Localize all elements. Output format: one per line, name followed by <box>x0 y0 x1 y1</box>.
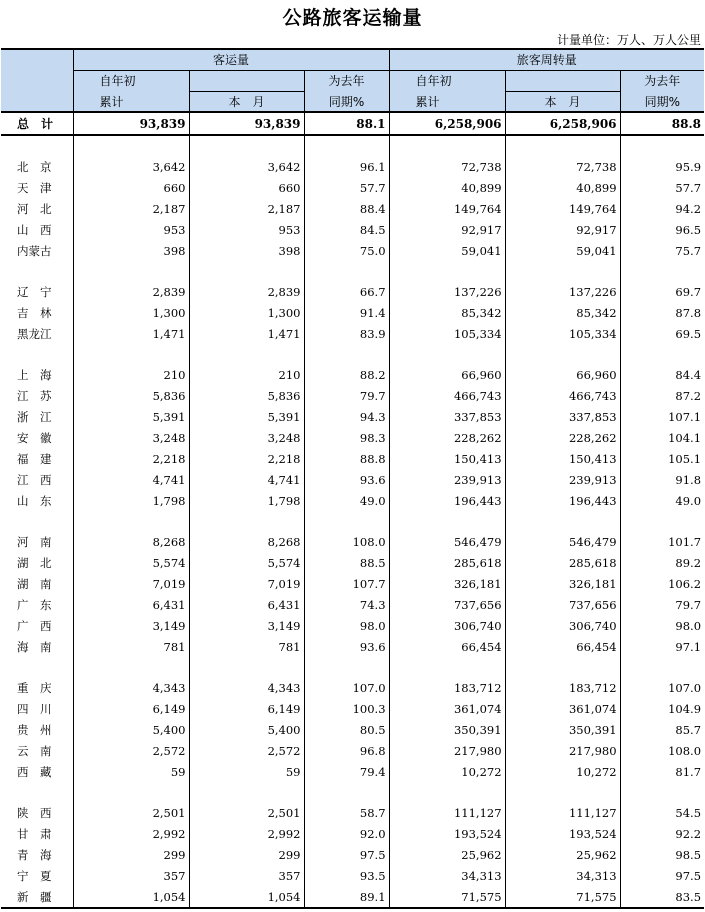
value-cell: 98.3 <box>304 427 389 448</box>
value-cell: 40,899 <box>505 177 620 198</box>
value-cell: 546,479 <box>389 531 505 552</box>
value-cell: 8,268 <box>189 531 304 552</box>
yoy-subheader: 同期% <box>304 91 389 112</box>
value-cell: 94.3 <box>304 406 389 427</box>
table-row <box>1 844 704 865</box>
value-cell: 66.7 <box>304 281 389 302</box>
value-cell: 91.4 <box>304 302 389 323</box>
value-cell: 59 <box>73 761 189 782</box>
value-cell: 466,743 <box>505 385 620 406</box>
value-cell: 6,258,906 <box>505 112 620 135</box>
region-name: 安 徽 <box>1 427 73 448</box>
value-cell: 466,743 <box>389 385 505 406</box>
table-row <box>1 385 704 406</box>
value-cell: 306,740 <box>505 615 620 636</box>
value-cell: 6,258,906 <box>389 112 505 135</box>
table-row <box>1 886 704 908</box>
value-cell: 781 <box>73 636 189 657</box>
value-cell: 98.0 <box>675 618 702 633</box>
value-cell: 306,740 <box>389 615 505 636</box>
value-cell: 98.5 <box>675 847 702 862</box>
value-cell: 75.0 <box>304 240 389 261</box>
region-name: 广 东 <box>1 594 73 615</box>
region-name: 吉 林 <box>1 302 73 323</box>
value-cell: 8,268 <box>73 531 189 552</box>
value-cell: 2,501 <box>189 802 304 823</box>
value-cell: 66,960 <box>389 364 505 385</box>
value-cell: 361,074 <box>505 698 620 719</box>
value-cell: 79.7 <box>304 385 389 406</box>
table-row <box>1 198 704 219</box>
region-name: 河 北 <box>1 198 73 219</box>
value-cell: 3,642 <box>73 156 189 177</box>
value-cell: 111,127 <box>389 802 505 823</box>
value-cell: 95.9 <box>675 159 702 174</box>
value-cell: 84.5 <box>304 219 389 240</box>
value-cell: 88.8 <box>620 112 704 135</box>
table-row <box>1 740 704 761</box>
value-cell: 149,764 <box>505 198 620 219</box>
value-cell: 105,334 <box>505 323 620 344</box>
value-cell: 357 <box>189 865 304 886</box>
table-row <box>1 865 704 886</box>
passenger-turnover-header: 旅客周转量 <box>389 49 704 70</box>
table-row <box>1 552 704 573</box>
value-cell: 5,391 <box>189 406 304 427</box>
region-header-cell <box>1 49 73 112</box>
value-cell: 87.8 <box>675 305 702 320</box>
value-cell: 3,149 <box>189 615 304 636</box>
month-header-spacer <box>505 70 620 91</box>
month-header: 本 月 <box>505 91 620 112</box>
region-name: 宁 夏 <box>1 865 73 886</box>
table-row <box>1 427 704 448</box>
value-cell: 2,218 <box>73 448 189 469</box>
value-cell: 285,618 <box>389 552 505 573</box>
region-name: 海 南 <box>1 636 73 657</box>
value-cell: 72,738 <box>389 156 505 177</box>
region-name: 辽 宁 <box>1 281 73 302</box>
value-cell: 80.5 <box>304 719 389 740</box>
value-cell: 737,656 <box>389 594 505 615</box>
page-title: 公路旅客运输量 <box>282 7 423 29</box>
value-cell: 88.1 <box>304 112 389 135</box>
cumulative-header: 自年初 <box>73 70 189 91</box>
value-cell: 210 <box>73 364 189 385</box>
region-name: 西 藏 <box>1 761 73 782</box>
value-cell: 72,738 <box>505 156 620 177</box>
value-cell: 361,074 <box>389 698 505 719</box>
value-cell: 75.7 <box>675 243 702 258</box>
value-cell: 137,226 <box>389 281 505 302</box>
value-cell: 71,575 <box>389 886 505 908</box>
value-cell: 96.1 <box>304 156 389 177</box>
value-cell: 228,262 <box>389 427 505 448</box>
value-cell: 137,226 <box>505 281 620 302</box>
value-cell: 2,218 <box>189 448 304 469</box>
region-name: 山 西 <box>1 219 73 240</box>
value-cell: 398 <box>73 240 189 261</box>
value-cell: 4,741 <box>73 469 189 490</box>
value-cell: 4,343 <box>73 677 189 698</box>
value-cell: 4,741 <box>189 469 304 490</box>
value-cell: 7,019 <box>189 573 304 594</box>
value-cell: 183,712 <box>505 677 620 698</box>
region-name: 陕 西 <box>1 802 73 823</box>
value-cell: 97.5 <box>304 844 389 865</box>
value-cell: 107.0 <box>668 680 702 695</box>
value-cell: 299 <box>189 844 304 865</box>
value-cell: 97.1 <box>675 639 702 654</box>
table-row <box>1 448 704 469</box>
value-cell: 59,041 <box>389 240 505 261</box>
value-cell: 2,572 <box>189 740 304 761</box>
value-cell: 79.7 <box>675 597 702 612</box>
table-row <box>1 573 704 594</box>
table-row <box>1 823 704 844</box>
table-row <box>1 406 704 427</box>
value-cell: 96.8 <box>304 740 389 761</box>
value-cell: 34,313 <box>505 865 620 886</box>
value-cell: 196,443 <box>389 490 505 511</box>
value-cell: 10,272 <box>505 761 620 782</box>
region-name: 内蒙古 <box>1 240 73 261</box>
value-cell: 3,248 <box>73 427 189 448</box>
value-cell: 1,798 <box>73 490 189 511</box>
region-name: 天 津 <box>1 177 73 198</box>
value-cell: 350,391 <box>389 719 505 740</box>
value-cell: 57.7 <box>304 177 389 198</box>
month-header-spacer <box>189 70 304 91</box>
region-name: 湖 南 <box>1 573 73 594</box>
value-cell: 149,764 <box>389 198 505 219</box>
value-cell: 96.5 <box>675 222 702 237</box>
value-cell: 57.7 <box>675 180 702 195</box>
value-cell: 83.9 <box>304 323 389 344</box>
value-cell: 2,839 <box>73 281 189 302</box>
region-name: 山 东 <box>1 490 73 511</box>
value-cell: 101.7 <box>668 534 702 549</box>
region-name: 广 西 <box>1 615 73 636</box>
value-cell: 2,501 <box>73 802 189 823</box>
table-row <box>1 761 704 782</box>
cumulative-header: 自年初 <box>389 70 505 91</box>
table-row <box>1 802 704 823</box>
value-cell: 91.8 <box>675 472 702 487</box>
value-cell: 74.3 <box>304 594 389 615</box>
value-cell: 193,524 <box>505 823 620 844</box>
value-cell: 97.5 <box>675 868 702 883</box>
value-cell: 6,431 <box>189 594 304 615</box>
value-cell: 6,149 <box>189 698 304 719</box>
table-row <box>1 677 704 698</box>
value-cell: 217,980 <box>389 740 505 761</box>
value-cell: 150,413 <box>389 448 505 469</box>
table-row <box>1 323 704 344</box>
value-cell: 92,917 <box>389 219 505 240</box>
value-cell: 2,992 <box>73 823 189 844</box>
region-name: 甘 肃 <box>1 823 73 844</box>
region-name: 浙 江 <box>1 406 73 427</box>
value-cell: 6,149 <box>73 698 189 719</box>
value-cell: 660 <box>73 177 189 198</box>
value-cell: 105,334 <box>389 323 505 344</box>
value-cell: 25,962 <box>389 844 505 865</box>
value-cell: 5,836 <box>189 385 304 406</box>
value-cell: 89.1 <box>304 886 389 908</box>
value-cell: 228,262 <box>505 427 620 448</box>
value-cell: 59 <box>189 761 304 782</box>
table-row <box>1 594 704 615</box>
value-cell: 5,574 <box>189 552 304 573</box>
yoy-subheader: 同期% <box>620 91 704 112</box>
table-body <box>1 112 704 908</box>
value-cell: 5,391 <box>73 406 189 427</box>
value-cell: 105.1 <box>668 451 702 466</box>
region-name: 新 疆 <box>1 886 73 908</box>
value-cell: 87.2 <box>675 388 702 403</box>
value-cell: 150,413 <box>505 448 620 469</box>
value-cell: 84.4 <box>675 367 702 382</box>
value-cell: 2,839 <box>189 281 304 302</box>
value-cell: 398 <box>189 240 304 261</box>
value-cell: 88.8 <box>304 448 389 469</box>
value-cell: 196,443 <box>505 490 620 511</box>
value-cell: 108.0 <box>668 743 702 758</box>
value-cell: 210 <box>189 364 304 385</box>
value-cell: 85,342 <box>389 302 505 323</box>
value-cell: 1,471 <box>189 323 304 344</box>
value-cell: 239,913 <box>505 469 620 490</box>
spacer-row <box>1 261 704 281</box>
spacer-row <box>1 511 704 531</box>
table-row <box>1 531 704 552</box>
value-cell: 193,524 <box>389 823 505 844</box>
value-cell: 104.1 <box>668 430 702 445</box>
value-cell: 107.7 <box>304 573 389 594</box>
value-cell: 88.4 <box>304 198 389 219</box>
value-cell: 2,992 <box>189 823 304 844</box>
value-cell: 2,187 <box>73 198 189 219</box>
value-cell: 54.5 <box>675 805 702 820</box>
value-cell: 546,479 <box>505 531 620 552</box>
value-cell: 5,400 <box>189 719 304 740</box>
value-cell: 285,618 <box>505 552 620 573</box>
value-cell: 357 <box>73 865 189 886</box>
value-cell: 337,853 <box>389 406 505 427</box>
value-cell: 94.2 <box>675 201 702 216</box>
value-cell: 1,798 <box>189 490 304 511</box>
yoy-header: 为去年 <box>304 70 389 91</box>
table-row <box>1 469 704 490</box>
value-cell: 66,960 <box>505 364 620 385</box>
value-cell: 69.5 <box>675 326 702 341</box>
value-cell: 4,343 <box>189 677 304 698</box>
value-cell: 93.6 <box>304 636 389 657</box>
value-cell: 3,149 <box>73 615 189 636</box>
region-name: 青 海 <box>1 844 73 865</box>
region-name: 黑龙江 <box>1 323 73 344</box>
table-row <box>1 364 704 385</box>
value-cell: 93,839 <box>189 112 304 135</box>
region-name: 云 南 <box>1 740 73 761</box>
value-cell: 108.0 <box>304 531 389 552</box>
region-name: 上 海 <box>1 364 73 385</box>
value-cell: 7,019 <box>73 573 189 594</box>
table-row <box>1 219 704 240</box>
passenger-volume-header: 客运量 <box>73 49 389 70</box>
region-name: 总 计 <box>1 112 73 135</box>
value-cell: 350,391 <box>505 719 620 740</box>
value-cell: 326,181 <box>505 573 620 594</box>
value-cell: 660 <box>189 177 304 198</box>
value-cell: 40,899 <box>389 177 505 198</box>
value-cell: 93,839 <box>73 112 189 135</box>
value-cell: 337,853 <box>505 406 620 427</box>
value-cell: 5,574 <box>73 552 189 573</box>
cumulative-subheader: 累计 <box>73 91 189 112</box>
value-cell: 239,913 <box>389 469 505 490</box>
value-cell: 83.5 <box>675 889 702 904</box>
yoy-header: 为去年 <box>620 70 704 91</box>
table-row <box>1 490 704 511</box>
value-cell: 10,272 <box>389 761 505 782</box>
value-cell: 59,041 <box>505 240 620 261</box>
table-row <box>1 281 704 302</box>
table-row <box>1 636 704 657</box>
value-cell: 93.5 <box>304 865 389 886</box>
value-cell: 25,962 <box>505 844 620 865</box>
value-cell: 5,400 <box>73 719 189 740</box>
value-cell: 92.0 <box>304 823 389 844</box>
value-cell: 953 <box>73 219 189 240</box>
value-cell: 106.2 <box>668 576 702 591</box>
value-cell: 2,572 <box>73 740 189 761</box>
value-cell: 107.0 <box>304 677 389 698</box>
value-cell: 107.1 <box>668 409 702 424</box>
spacer-row <box>1 657 704 677</box>
total-row <box>1 112 704 135</box>
region-name: 江 苏 <box>1 385 73 406</box>
value-cell: 217,980 <box>505 740 620 761</box>
value-cell: 81.7 <box>675 764 702 779</box>
value-cell: 79.4 <box>304 761 389 782</box>
value-cell: 49.0 <box>675 493 702 508</box>
value-cell: 111,127 <box>505 802 620 823</box>
value-cell: 737,656 <box>505 594 620 615</box>
region-name: 重 庆 <box>1 677 73 698</box>
value-cell: 1,054 <box>189 886 304 908</box>
table-row <box>1 302 704 323</box>
value-cell: 5,836 <box>73 385 189 406</box>
value-cell: 88.2 <box>304 364 389 385</box>
value-cell: 66,454 <box>389 636 505 657</box>
value-cell: 781 <box>189 636 304 657</box>
month-header: 本 月 <box>189 91 304 112</box>
value-cell: 58.7 <box>304 802 389 823</box>
value-cell: 3,642 <box>189 156 304 177</box>
value-cell: 104.9 <box>668 701 702 716</box>
value-cell: 88.5 <box>304 552 389 573</box>
value-cell: 1,300 <box>189 302 304 323</box>
value-cell: 2,187 <box>189 198 304 219</box>
table-row <box>1 719 704 740</box>
value-cell: 183,712 <box>389 677 505 698</box>
value-cell: 953 <box>189 219 304 240</box>
value-cell: 34,313 <box>389 865 505 886</box>
value-cell: 100.3 <box>304 698 389 719</box>
value-cell: 85,342 <box>505 302 620 323</box>
region-name: 四 川 <box>1 698 73 719</box>
value-cell: 66,454 <box>505 636 620 657</box>
spacer-row <box>1 344 704 364</box>
spacer-row <box>1 135 704 156</box>
value-cell: 71,575 <box>505 886 620 908</box>
table-row <box>1 177 704 198</box>
value-cell: 93.6 <box>304 469 389 490</box>
value-cell: 3,248 <box>189 427 304 448</box>
value-cell: 98.0 <box>304 615 389 636</box>
value-cell: 326,181 <box>389 573 505 594</box>
value-cell: 299 <box>73 844 189 865</box>
value-cell: 85.7 <box>675 722 702 737</box>
table-row <box>1 698 704 719</box>
region-name: 江 西 <box>1 469 73 490</box>
value-cell: 69.7 <box>675 284 702 299</box>
value-cell: 92,917 <box>505 219 620 240</box>
table-row <box>1 615 704 636</box>
region-name: 湖 北 <box>1 552 73 573</box>
value-cell: 1,471 <box>73 323 189 344</box>
spacer-row <box>1 782 704 802</box>
value-cell: 92.2 <box>675 826 702 841</box>
value-cell: 1,300 <box>73 302 189 323</box>
unit-label: 计量单位：万人、万人公里 <box>556 33 701 47</box>
value-cell: 89.2 <box>675 555 702 570</box>
table-row <box>1 240 704 261</box>
region-name: 河 南 <box>1 531 73 552</box>
cumulative-subheader: 累计 <box>389 91 505 112</box>
region-name: 贵 州 <box>1 719 73 740</box>
value-cell: 1,054 <box>73 886 189 908</box>
table-row <box>1 156 704 177</box>
value-cell: 6,431 <box>73 594 189 615</box>
value-cell: 49.0 <box>304 490 389 511</box>
passenger-transport-table <box>1 48 704 909</box>
region-name: 北 京 <box>1 156 73 177</box>
region-name: 福 建 <box>1 448 73 469</box>
